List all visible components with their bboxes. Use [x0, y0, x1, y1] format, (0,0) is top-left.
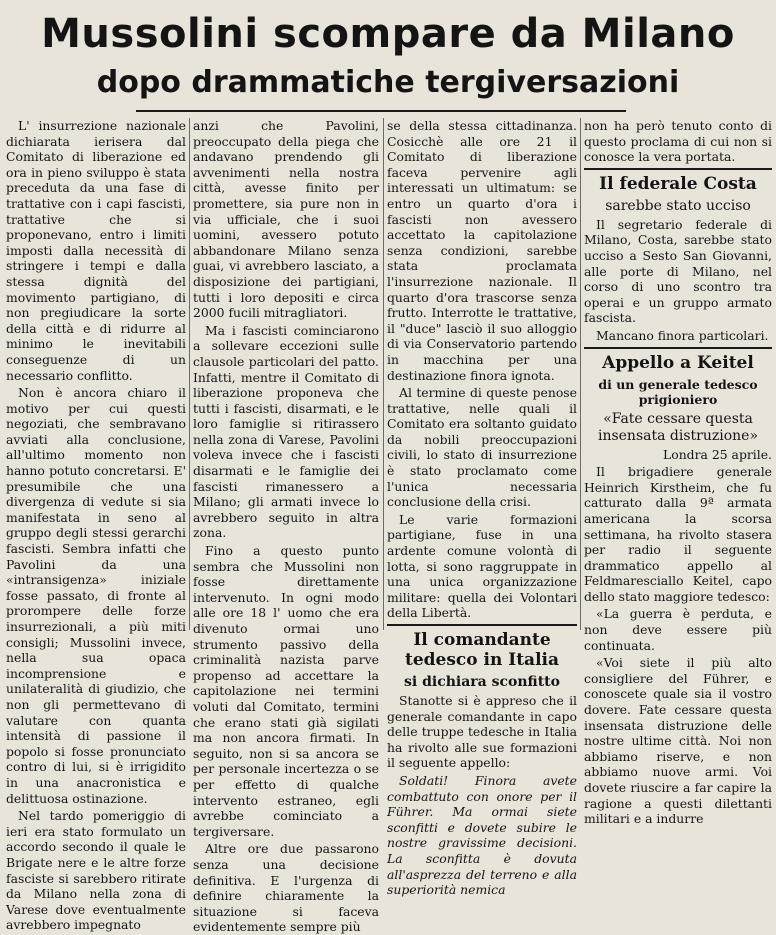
section-subtitle-generale: di un generale tedesco prigioniero [598, 376, 758, 407]
section-title-federale: Il federale Costa [599, 173, 757, 194]
paragraph: Ma i fascisti cominciarono a sollevare eccezioni sulle clausole particolari del patto. Infatti, mentre il Comitato di liberazione proponeva che tutti i fascisti, disarmati, e le loro famiglie si ritirassero nella zona di Varese, Pavolini voleva invece che i fascisti disarmati e le famiglie dei fascisti rimanessero a Milano; gli armati invece lo avrebbero seguito in altra zona. [193, 322, 379, 541]
paragraph: Nel tardo pomeriggio di ieri era stato formulato un accordo secondo il quale le Brigate nere e le altre forze fasciste si sarebbero ritirate da Milano nella zona di Varese dove eventualmente avrebbero impegnato [6, 808, 186, 933]
paragraph: Altre ore due passarono senza una decisione definitiva. E l'urgenza di definire chiaramente la situazione si faceva evidentemente sempre più [193, 841, 379, 935]
paragraph: Non è ancora chiaro il motivo per cui questi negoziati, che sembravano avviati alla conclusione, all'ultimo momento non hanno potuto concretarsi. E' presumibile che una divergenza di vedute si sia manifestata in seno al gruppo degli stessi gerarchi fascisti. Sembra infatti che Pavolini da una «intransigenza» iniziale fosse passato, di fronte al prorompere delle forze insurrezionali, a più miti consigli; Mussolini invece, nella sua opaca incomprensione e unilateralità di giudizio, che non gli permettevano di valutare con quanta intensità di passione il popolo si fosse pronunciato contro di lui, si è irrigidito in una anacronistica e delittuosa ostinazione. [6, 385, 186, 806]
column-4 [584, 118, 772, 827]
paragraph: Il brigadiere generale Heinrich Kirstheim, che fu catturato dalla 9ª armata americana la scorsa settimana, ha rivolto stasera per radio il seguente drammatico appello al Feldmaresciallo Keitel, capo dello stato maggiore tedesco: [584, 464, 772, 604]
paragraph: anzi che Pavolini, preoccupato della piega che andavano prendendo gli avvenimenti nella nostra città, avesse finito per promettere, sia pure non in via ufficiale, che i suoi uomini, avessero potuto abbandonare Milano senza guai, vi avrebbero lasciato, a disposizione dei partigiani, tutti i loro depositi e circa 2000 fucili mitragliatori. [193, 118, 379, 321]
column-1 [6, 118, 186, 933]
subheadline: dopo drammatiche tergiversazioni [96, 65, 680, 100]
column-rule [383, 118, 384, 630]
headline-rule [136, 110, 626, 112]
paragraph: «Voi siete il più alto consigliere del Führer, e conoscete quale sia il vostro dovere. Fate cessare questa insensata distruzione delle nostre ultime città. Noi non abbiamo riserve, e non abbiamo nuove armi. Voi dovete riuscire a far capire la ragione a questi dilettanti militari e a indurre [584, 655, 772, 827]
paragraph: L' insurrezione nazionale dichiarata ierisera dal Comitato di liberazione ed ora in pieno sviluppo è stata preceduta da una fase di trattative con i capi fascisti, trattative che si proponevano, entro i limiti imposti dalla necessità di stringere i tempi e dalla stessa dignità del movimento partigiano, di non pregiudicare la sorte della città e di ridurre al minimo le inevitabili conseguenze di un necessario conflitto. [6, 118, 186, 383]
paragraph: se della stessa cittadinanza. Cosicchè alle ore 21 il Comitato di liberazione faceva pervenire agli interessati un ultimatum: se entro un quarto d'ora i fascisti non avessero accettato la capitolazione senza condizioni, sarebbe stata proclamata l'insurrezione nazionale. Il quarto d'ora trascorse senza frutto. Interrotte le trattative, il "duce" lasciò il suo alloggio di via Conservatorio partendo in macchina per una destinazione finora ignota. [387, 118, 577, 383]
column-3 [387, 118, 577, 898]
dateline: Londra 25 aprile. [663, 446, 772, 462]
paragraph: Stanotte si è appreso che il generale comandante in capo delle truppe tedesche in Italia ha rivolto alle sue formazioni il seguente appello: [387, 693, 577, 771]
section-divider [387, 624, 577, 626]
section-title-comandante: Il comandante tedesco in Italia [404, 630, 560, 670]
column-2 [193, 118, 379, 935]
quoted-appeal: Soldati! Finora avete combattuto con onore per il Führer. Ma ormai siete sconfitti e dovete subire le nostre gravissime decisioni. La sconfitta è dovuta all'asprezza del terreno e alla superiorità nemica [387, 772, 577, 898]
paragraph: Il segretario federale di Milano, Costa, sarebbe stato ucciso a Sesto San Giovanni, alle porte di Milano, nel corso di uno scontro tra operai e un gruppo armato fascista. [584, 216, 772, 326]
paragraph: Mancano finora particolari. [596, 327, 769, 343]
paragraph: Al termine di queste penose trattative, nelle quali il Comitato era soltanto guidato da nobili preoccupazioni civili, lo stato di insurrezione è stato proclamato come l'unica necessaria conclusione della crisi. [387, 385, 577, 510]
paragraph: non ha però tenuto conto di questo proclama di cui non si conosce la vera portata. [584, 118, 772, 165]
paragraph: Le varie formazioni partigiane, fuse in una ardente comune volontà di lotta, si sono raggruppate in una unica organizzazione militare: quella dei Volontari della Libertà. [387, 511, 577, 621]
paragraph: Fino a questo punto sembra che Mussolini non fosse direttamente intervenuto. In ogni modo alle ore 18 l' uomo che era divenuto ormai uno strumento passivo della criminalità nazista parve propenso ad accettare la capitolazione nei termini voluti dal Comitato, termini che erano stati già sigilati ma non ancora firmati. In seguito, non si sa ancora se per personale incertezza o se per effetto di qualche intervento estraneo, egli avrebbe cominciato a tergiversare. [193, 543, 379, 839]
paragraph: «La guerra è perduta, e non deve essere più continuata. [584, 606, 772, 653]
column-rule [580, 118, 581, 630]
headline: Mussolini scompare da Milano [41, 11, 735, 57]
section-subtitle-sconfitto: si dichiara sconfitto [404, 674, 560, 690]
section-title-distruzione: «Fate cessare questa insensata distruzione» [597, 410, 759, 444]
column-rule [189, 118, 190, 630]
section-divider [584, 347, 772, 349]
section-subtitle-ucciso: sarebbe stato ucciso [605, 197, 751, 214]
section-title-keitel: Appello a Keitel [602, 352, 754, 373]
section-divider [584, 168, 772, 170]
